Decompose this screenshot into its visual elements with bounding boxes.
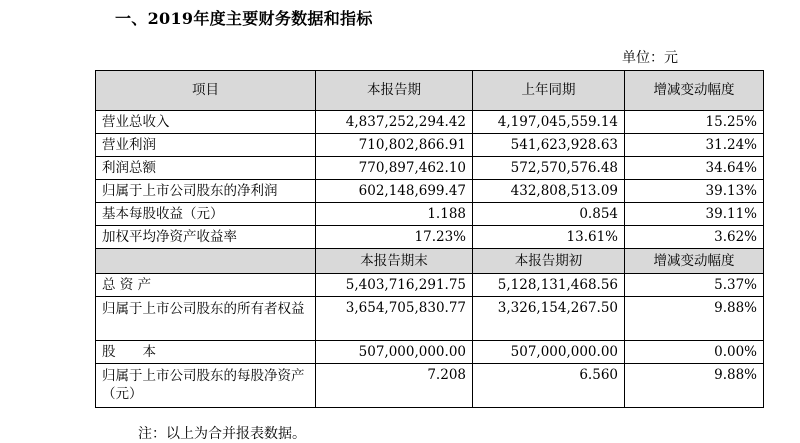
table-row <box>96 157 764 180</box>
cell-change: 15.25% <box>625 111 764 134</box>
cell-prior: 432,808,513.09 <box>473 180 625 203</box>
section-heading: 一、2019年度主要财务数据和指标 <box>115 9 373 28</box>
footnote: 注：以上为合并报表数据。 <box>138 426 306 442</box>
header-item: 项目 <box>96 71 316 111</box>
header-change: 增减变动幅度 <box>625 71 764 111</box>
cell-prior: 541,623,928.63 <box>473 134 625 157</box>
cell-change: 9.88% <box>625 297 764 341</box>
row-label: 营业总收入 <box>96 111 316 134</box>
financial-table <box>95 70 764 408</box>
subheader-period-end: 本报告期末 <box>316 249 473 274</box>
table-row <box>96 297 764 341</box>
row-label: 归属于上市公司股东的所有者权益 <box>96 297 316 341</box>
cell-change: 31.24% <box>625 134 764 157</box>
cell-change: 9.88% <box>625 364 764 408</box>
cell-current: 1.188 <box>316 203 473 226</box>
subheader-change: 增减变动幅度 <box>625 249 764 274</box>
cell-current: 4,837,252,294.42 <box>316 111 473 134</box>
cell-current: 7.208 <box>316 364 473 408</box>
table-row <box>96 203 764 226</box>
cell-prior: 4,197,045,559.14 <box>473 111 625 134</box>
table-subheader-row <box>96 249 764 274</box>
row-label: 基本每股收益（元） <box>96 203 316 226</box>
cell-current: 17.23% <box>316 226 473 249</box>
cell-current: 602,148,699.47 <box>316 180 473 203</box>
header-prior-period: 上年同期 <box>473 71 625 111</box>
cell-current: 507,000,000.00 <box>316 341 473 364</box>
cell-prior: 0.854 <box>473 203 625 226</box>
subheader-blank <box>96 249 316 274</box>
table-row <box>96 180 764 203</box>
table-header-row <box>96 71 764 111</box>
header-current-period: 本报告期 <box>316 71 473 111</box>
row-label: 营业利润 <box>96 134 316 157</box>
cell-change: 3.62% <box>625 226 764 249</box>
cell-prior: 5,128,131,468.56 <box>473 274 625 297</box>
cell-change: 34.64% <box>625 157 764 180</box>
table-row <box>96 226 764 249</box>
table-row <box>96 111 764 134</box>
cell-current: 770,897,462.10 <box>316 157 473 180</box>
cell-prior: 507,000,000.00 <box>473 341 625 364</box>
table-row <box>96 134 764 157</box>
cell-prior: 3,326,154,267.50 <box>473 297 625 341</box>
cell-current: 5,403,716,291.75 <box>316 274 473 297</box>
row-label: 加权平均净资产收益率 <box>96 226 316 249</box>
row-label: 归属于上市公司股东的每股净资产（元） <box>96 364 316 408</box>
unit-label: 单位：元 <box>622 50 678 66</box>
row-label: 利润总额 <box>96 157 316 180</box>
cell-change: 5.37% <box>625 274 764 297</box>
cell-change: 0.00% <box>625 341 764 364</box>
row-label: 归属于上市公司股东的净利润 <box>96 180 316 203</box>
cell-current: 710,802,866.91 <box>316 134 473 157</box>
table-row <box>96 341 764 364</box>
cell-current: 3,654,705,830.77 <box>316 297 473 341</box>
row-label: 总 资 产 <box>96 274 316 297</box>
subheader-period-start: 本报告期初 <box>473 249 625 274</box>
cell-change: 39.11% <box>625 203 764 226</box>
cell-change: 39.13% <box>625 180 764 203</box>
cell-prior: 572,570,576.48 <box>473 157 625 180</box>
cell-prior: 13.61% <box>473 226 625 249</box>
table-row <box>96 364 764 408</box>
cell-prior: 6.560 <box>473 364 625 408</box>
table-row <box>96 274 764 297</box>
row-label: 股 本 <box>96 341 316 364</box>
